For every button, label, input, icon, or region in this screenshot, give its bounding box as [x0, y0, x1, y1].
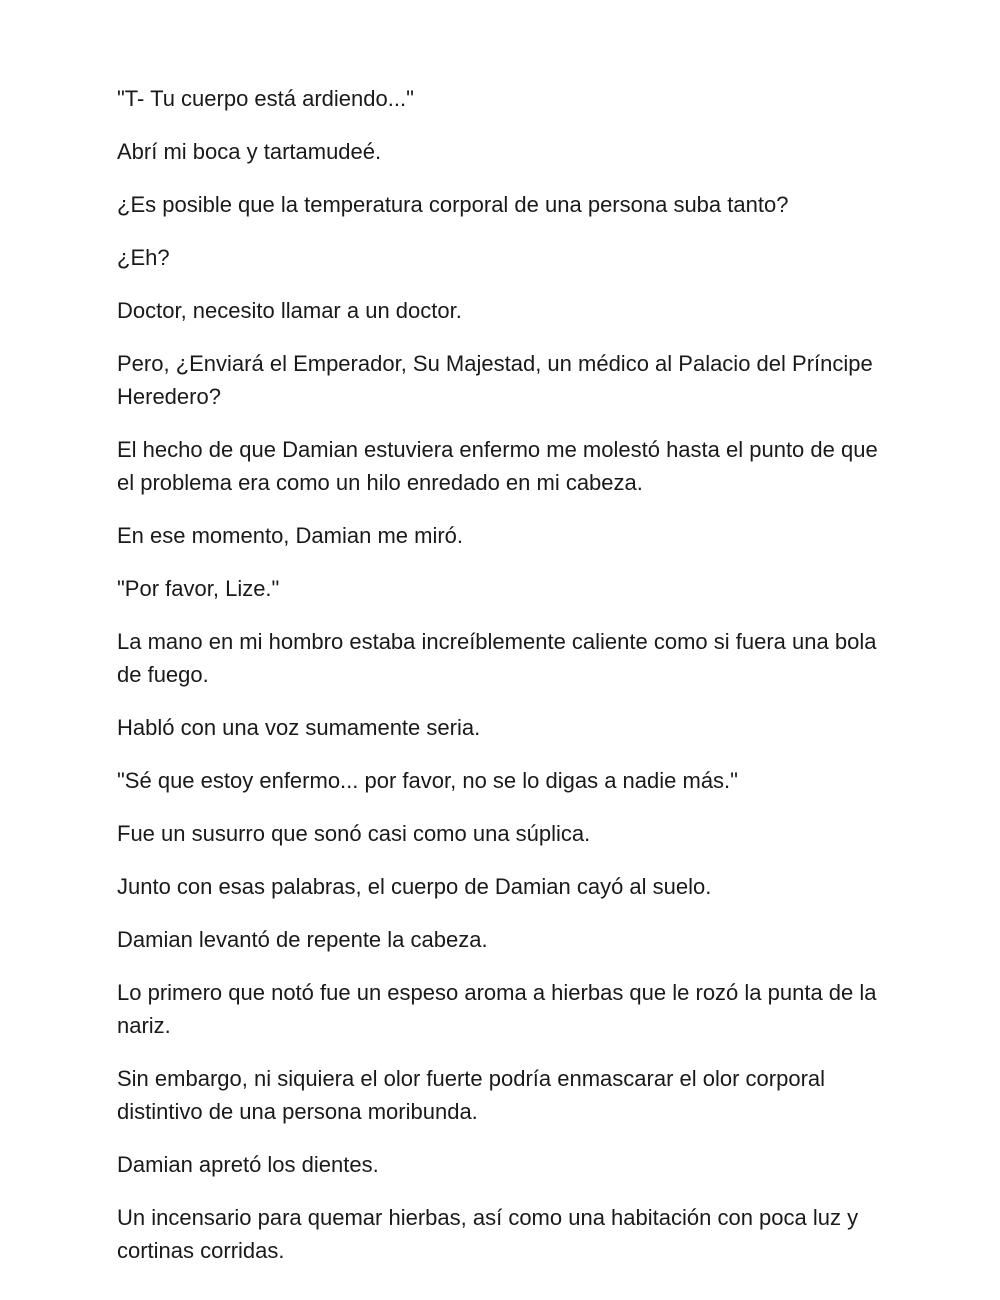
paragraph: ¿Es posible que la temperatura corporal de una persona suba tanto?	[117, 192, 789, 217]
paragraph: El hecho de que Damian estuviera enfermo me molestó hasta el punto de que el problema era como un hilo enredado en mi cabeza.	[117, 437, 878, 495]
paragraph: Sin embargo, ni siquiera el olor fuerte podría enmascarar el olor corporal distintivo de una persona moribunda.	[117, 1066, 826, 1124]
paragraph: ¿Eh?	[117, 245, 170, 270]
paragraph: "T- Tu cuerpo está ardiendo..."	[117, 86, 414, 111]
paragraph: Damian levantó de repente la cabeza.	[117, 927, 488, 952]
paragraph: En ese momento, Damian me miró.	[117, 523, 464, 548]
paragraph: Junto con esas palabras, el cuerpo de Damian cayó al suelo.	[117, 874, 712, 899]
paragraph: Un incensario para quemar hierbas, así como una habitación con poca luz y cortinas corridas.	[117, 1205, 859, 1263]
paragraph: Abrí mi boca y tartamudeé.	[117, 139, 382, 164]
paragraph: "Sé que estoy enfermo... por favor, no se lo digas a nadie más."	[117, 768, 738, 793]
paragraph: Fue un susurro que sonó casi como una súplica.	[117, 821, 591, 846]
paragraph: Damian apretó los dientes.	[117, 1152, 379, 1177]
document-page	[117, 82, 887, 1287]
paragraph: "Por favor, Lize."	[117, 576, 280, 601]
paragraph: Habló con una voz sumamente seria.	[117, 715, 481, 740]
paragraph: Pero, ¿Enviará el Emperador, Su Majestad, un médico al Palacio del Príncipe Heredero?	[117, 351, 873, 409]
paragraph: Doctor, necesito llamar a un doctor.	[117, 298, 462, 323]
paragraph: La mano en mi hombro estaba increíblemente caliente como si fuera una bola de fuego.	[117, 629, 877, 687]
paragraph: Lo primero que notó fue un espeso aroma a hierbas que le rozó la punta de la nariz.	[117, 980, 877, 1038]
